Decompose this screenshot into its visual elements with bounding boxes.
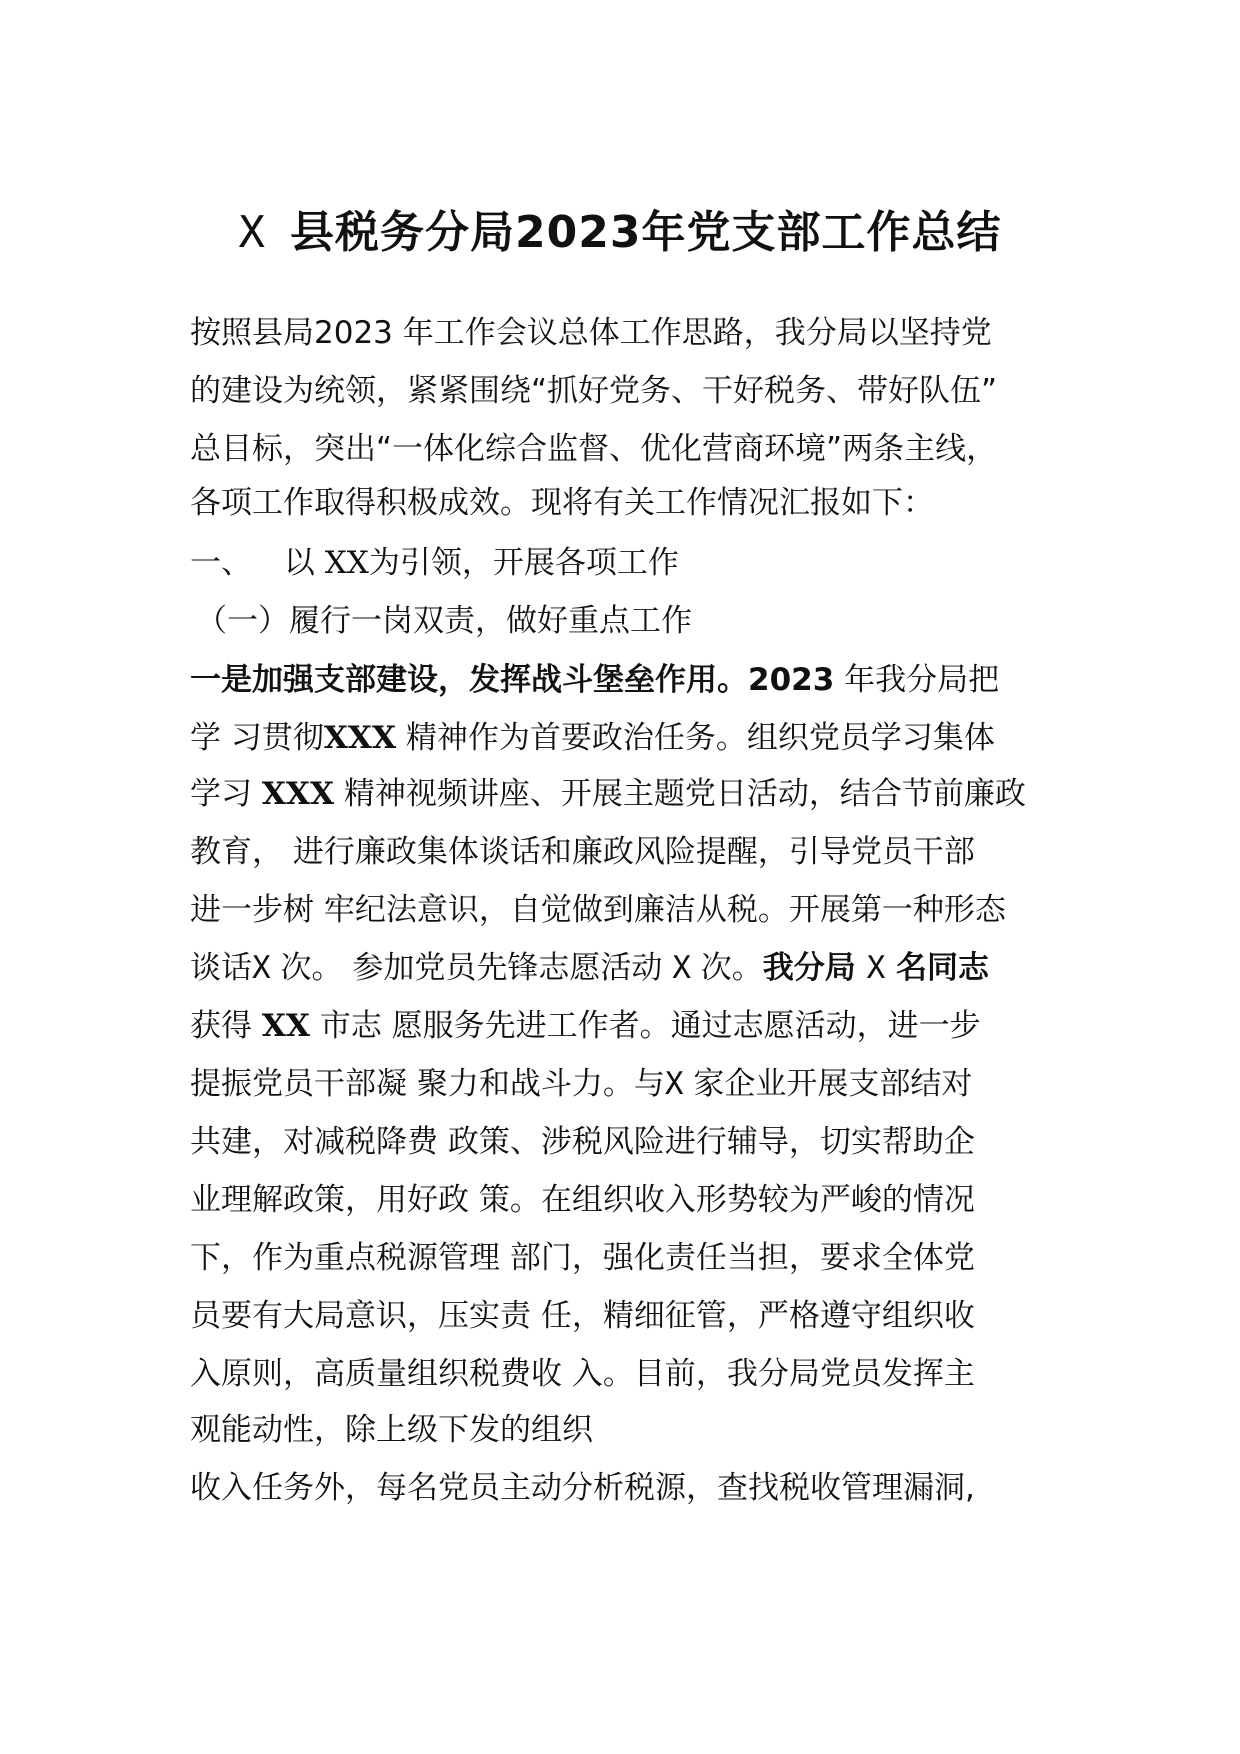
body-text-bold: 我分局 bbox=[762, 950, 867, 986]
body-text: 学 习贯彻 bbox=[190, 720, 324, 756]
body-line-5: 进一步树 牢纪法意识，自觉做到廉洁从税。开展第一种形态 bbox=[190, 892, 1006, 928]
body-line-6 bbox=[190, 948, 989, 988]
intro-line-3: 总目标，突出“一体化综合监督、优化营商环境”两条主线， bbox=[190, 431, 998, 467]
placeholder-xx: XX bbox=[261, 1008, 310, 1044]
body-line-15: 收入任务外，每名党员主动分析税源，查找税收管理漏洞, bbox=[190, 1470, 975, 1506]
placeholder-x: X bbox=[252, 950, 271, 986]
intro-line-4: 各项工作取得积极成效。现将有关工作情况汇报如下： bbox=[190, 485, 934, 521]
body-line-10: 业理解政策，用好政 策。在组织收入形势较为严峻的情况 bbox=[190, 1182, 975, 1218]
body-text: 次。 参加党员先锋志愿活动 bbox=[270, 950, 673, 986]
body-text: 精神视频讲座、开展主题党日活动，结合节前廉政 bbox=[334, 776, 1026, 812]
body-text: 家企业开展支部结对 bbox=[683, 1066, 973, 1102]
placeholder-x: X bbox=[866, 950, 886, 986]
body-text: 提振党员干部凝 聚力和战斗力。与 bbox=[190, 1066, 665, 1102]
body-line-1 bbox=[190, 660, 999, 700]
body-line-13: 入原则，高质量组织税费收 入。目前，我分局党员发挥主 bbox=[190, 1356, 975, 1392]
body-text: 获得 bbox=[190, 1008, 262, 1044]
body-line-4: 教育， 进行廉政集体谈话和廉政风险提醒，引导党员干部 bbox=[190, 834, 975, 870]
body-line-2 bbox=[190, 718, 995, 758]
placeholder-x: X bbox=[664, 1066, 684, 1102]
body-text: 次。 bbox=[690, 950, 763, 986]
lead-sentence: 一是加强支部建设，发挥战斗堡垒作用。2023 bbox=[190, 662, 835, 698]
document-title bbox=[0, 196, 1240, 260]
title-text: 县税务分局2023年党支部工作总结 bbox=[290, 207, 1002, 258]
body-text: 愿服务先进工作者。通过志愿活动，进一步 bbox=[381, 1008, 981, 1044]
placeholder-xxx: XXX bbox=[261, 776, 335, 812]
body-text-bold: 名同志 bbox=[885, 950, 990, 986]
body-line-8 bbox=[190, 1064, 972, 1104]
body-line-3 bbox=[190, 774, 1026, 814]
body-text: 谈话 bbox=[190, 950, 252, 986]
body-line-14: 观能动性，除上级下发的组织 bbox=[190, 1412, 593, 1448]
body-text: 精神作为首要政治任务。组织党员学习集体 bbox=[396, 720, 995, 756]
placeholder-x: X bbox=[672, 950, 691, 986]
section-heading-post: 为引领，开展各项工作 bbox=[368, 545, 679, 581]
subsection-heading-1: （一）履行一岗双责，做好重点工作 bbox=[196, 603, 692, 639]
title-prefix: X bbox=[238, 207, 267, 258]
city-text: 市志 bbox=[309, 1008, 382, 1044]
section-number: 一、 bbox=[190, 545, 252, 581]
body-line-9: 共建，对减税降费 政策、涉税风险进行辅导，切实帮助企 bbox=[190, 1124, 975, 1160]
body-line-7 bbox=[190, 1006, 981, 1046]
body-line-12: 员要有大局意识，压实责 任，精细征管，严格遵守组织收 bbox=[190, 1298, 975, 1334]
intro-line-2: 的建设为统领，紧紧围绕“抓好党务、干好税务、带好队伍” bbox=[190, 373, 998, 409]
section-heading-xx: XX bbox=[324, 545, 369, 581]
intro-line-1: 按照县局2023 年工作会议总体工作思路，我分局以坚持党 bbox=[190, 315, 992, 351]
section-heading-pre: 以 bbox=[283, 545, 315, 581]
placeholder-xxx: XXX bbox=[323, 720, 397, 756]
body-line-11: 下，作为重点税源管理 部门，强化责任当担，要求全体党 bbox=[190, 1240, 975, 1276]
body-text: 年我分局把 bbox=[834, 662, 1000, 698]
section-heading-1 bbox=[190, 543, 679, 583]
body-text: 学习 bbox=[190, 776, 262, 812]
